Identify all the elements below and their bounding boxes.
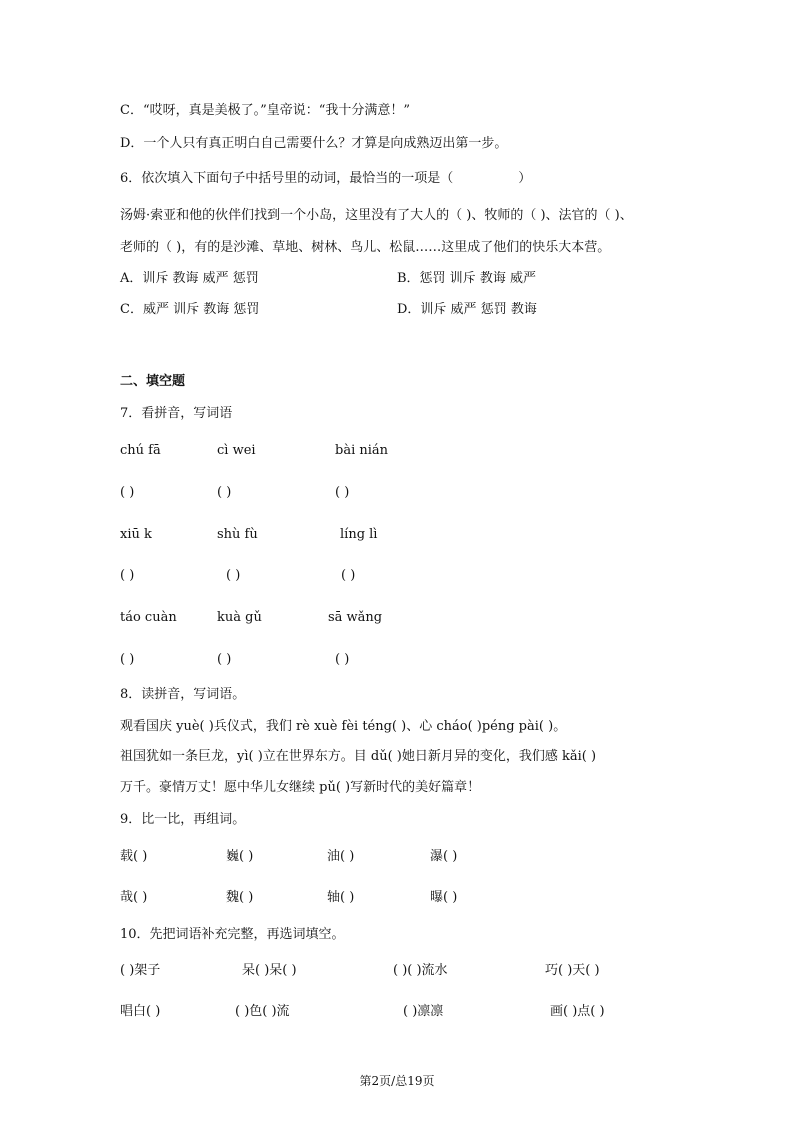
idiom-item[interactable]: ( )凛凛 — [403, 1004, 444, 1019]
question-6-option-b: B．惩罚 训斥 教诲 威严 — [397, 271, 536, 286]
compare-item[interactable]: 轴( ) — [327, 890, 355, 905]
question-6-option-d: D．训斥 威严 惩罚 教诲 — [397, 302, 537, 317]
question-6-option-a: A．训斥 教诲 威严 惩罚 — [120, 271, 259, 286]
answer-blank[interactable]: ( ) — [335, 485, 350, 500]
idiom-item[interactable]: 画( )点( ) — [550, 1004, 605, 1019]
compare-item[interactable]: 巍( ) — [226, 849, 254, 864]
answer-blank[interactable]: ( ) — [120, 485, 135, 500]
pinyin-cell: táo cuàn — [120, 610, 177, 625]
answer-blank[interactable]: ( ) — [120, 652, 135, 667]
idiom-item[interactable]: 巧( )天( ) — [545, 963, 600, 978]
compare-item[interactable]: 魏( ) — [226, 890, 254, 905]
pinyin-cell: kuà gǔ — [217, 610, 262, 625]
compare-item[interactable]: 瀑( ) — [430, 849, 458, 864]
pinyin-cell: bài nián — [335, 443, 389, 458]
compare-item[interactable]: 哉( ) — [120, 890, 148, 905]
pinyin-cell: sā wǎng — [328, 610, 383, 625]
idiom-item[interactable]: 呆( )呆( ) — [242, 963, 297, 978]
compare-item[interactable]: 曝( ) — [430, 890, 458, 905]
question-6-passage-line-1: 汤姆·索亚和他的伙伴们找到一个小岛，这里没有了大人的（ )、牧师的（ )、法官的（ )、 — [120, 208, 633, 223]
question-8-stem: 8．读拼音，写词语。 — [120, 687, 246, 702]
question-9-stem: 9．比一比，再组词。 — [120, 812, 246, 827]
idiom-item[interactable]: 唱白( ) — [120, 1004, 161, 1019]
pinyin-cell: líng lì — [340, 527, 378, 542]
question-8-line-1: 观看国庆 yuè( )兵仪式，我们 rè xuè fèi téng( )、心 cháo( )péng pài( )。 — [120, 719, 567, 734]
question-7-stem: 7．看拼音，写词语 — [120, 406, 233, 421]
pinyin-cell: shù fù — [217, 527, 258, 542]
pinyin-cell: cì wei — [217, 443, 256, 458]
answer-blank[interactable]: ( ) — [217, 485, 232, 500]
question-8-line-3: 万千。豪情万丈！愿中华儿女继续 pǔ( )写新时代的美好篇章！ — [120, 780, 481, 795]
question-8-line-2: 祖国犹如一条巨龙，yì( )立在世界东方。目 dǔ( )她日新月异的变化，我们感 kǎi( ) — [120, 749, 597, 764]
answer-blank[interactable]: ( ) — [341, 568, 356, 583]
pinyin-cell: xiū k — [120, 527, 152, 542]
compare-item[interactable]: 载( ) — [120, 849, 148, 864]
answer-blank[interactable]: ( ) — [217, 652, 232, 667]
idiom-item[interactable]: ( )色( )流 — [235, 1004, 290, 1019]
pinyin-cell: chú fā — [120, 443, 161, 458]
idiom-item[interactable]: ( )架子 — [120, 963, 161, 978]
answer-blank[interactable]: ( ) — [120, 568, 135, 583]
option-c: C．“哎呀，真是美极了。”皇帝说：“我十分满意！” — [120, 103, 411, 118]
section-title: 二、填空题 — [120, 374, 186, 389]
question-6-stem: 6．依次填入下面句子中括号里的动词，最恰当的一项是（ ） — [120, 171, 532, 186]
option-d: D．一个人只有真正明白自己需要什么？才算是向成熟迈出第一步。 — [120, 136, 508, 151]
answer-blank[interactable]: ( ) — [226, 568, 241, 583]
idiom-item[interactable]: ( )( )流水 — [393, 963, 448, 978]
answer-blank[interactable]: ( ) — [335, 652, 350, 667]
question-6-passage-line-2: 老师的（ )，有的是沙滩、草地、树林、鸟儿、松鼠……这里成了他们的快乐大本营。 — [120, 240, 611, 255]
compare-item[interactable]: 油( ) — [327, 849, 355, 864]
question-6-option-c: C．威严 训斥 教诲 惩罚 — [120, 302, 260, 317]
question-10-stem: 10．先把词语补充完整，再选词填空。 — [120, 927, 345, 942]
page-number: 第2页/总19页 — [359, 1074, 435, 1088]
